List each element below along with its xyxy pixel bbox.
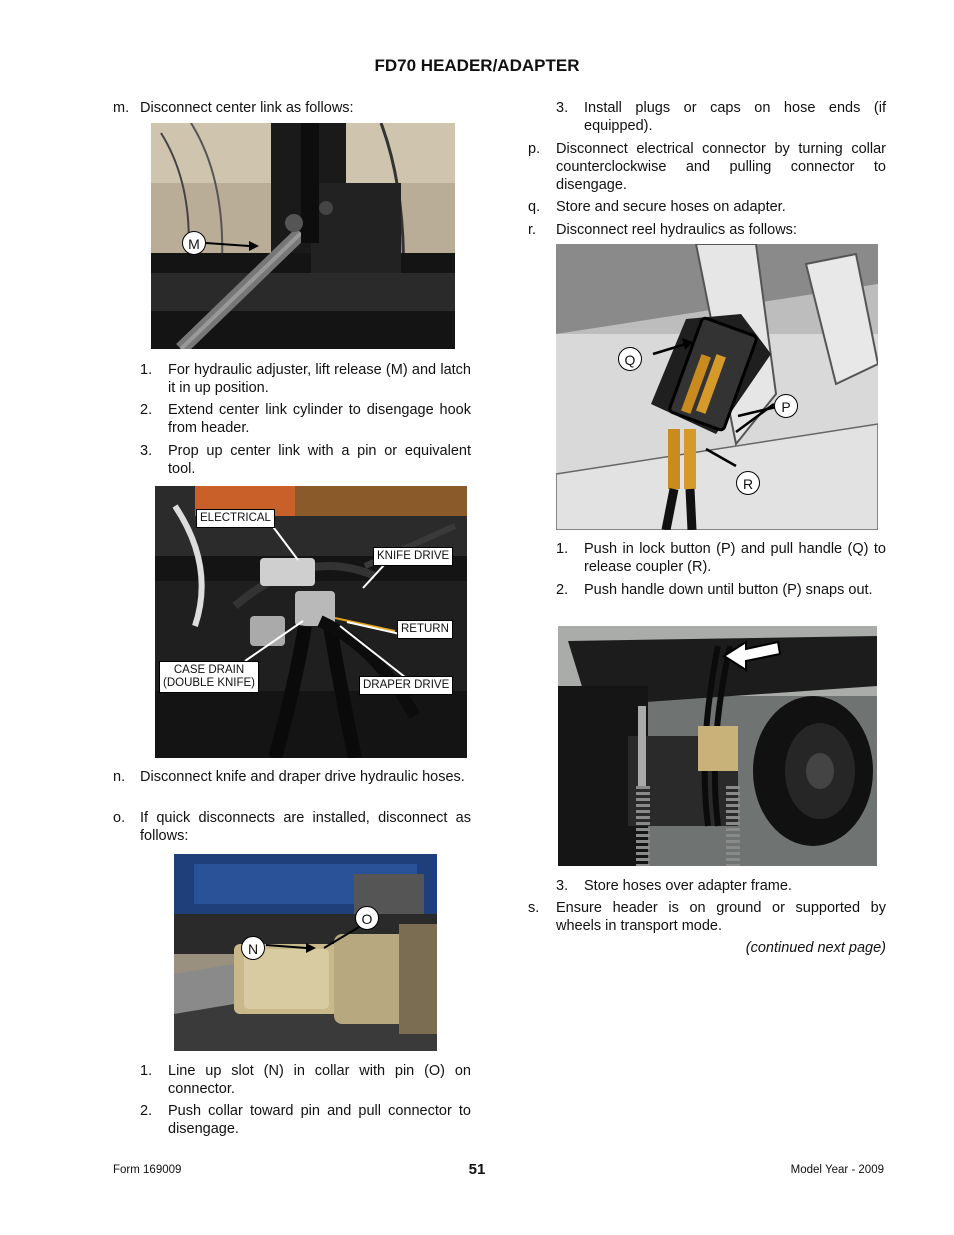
substep-number: 3. [556, 878, 569, 894]
step-r [528, 221, 886, 239]
substep-number: 2. [140, 1103, 153, 1119]
step-q [528, 198, 886, 216]
case-drain-text: CASE DRAIN [173, 664, 245, 676]
adapter-frame-photo [558, 626, 877, 866]
substep-number: 3. [140, 443, 153, 459]
r-substep-3 [556, 877, 886, 895]
substep-text: Push handle down until button (P) snaps out. [584, 582, 873, 598]
callout-n: N [241, 936, 265, 960]
r-substep-1 [556, 540, 886, 576]
substep-text: Push collar toward pin and pull connector to disengage. [168, 1103, 471, 1137]
substep-text: Store hoses over adapter frame. [584, 878, 792, 894]
step-m [113, 99, 471, 117]
center-link-photo [151, 123, 455, 349]
step-label: n. [113, 769, 126, 785]
step-text: Disconnect reel hydraulics as follows: [556, 222, 797, 238]
page-title: FD70 HEADER/ADAPTER [374, 56, 580, 75]
substep-text: Install plugs or caps on hose ends (if equipped). [584, 100, 886, 134]
callout-m: M [182, 231, 206, 255]
label-knife-drive: KNIFE DRIVE [373, 547, 453, 566]
label-electrical: ELECTRICAL [196, 509, 275, 528]
m-substep-3 [140, 442, 471, 478]
step-n [113, 768, 471, 786]
substep-number: 1. [140, 1063, 153, 1079]
step-p [528, 140, 886, 194]
o-substep-2 [140, 1102, 471, 1138]
model-year: Model Year - 2009 [790, 1164, 884, 1176]
substep-number: 1. [556, 541, 569, 557]
step-label: m. [113, 100, 130, 116]
step-text: Disconnect knife and draper drive hydraulic hoses. [140, 769, 465, 785]
label-return: RETURN [397, 620, 453, 639]
substep-text: Line up slot (N) in collar with pin (O) on connector. [168, 1063, 471, 1097]
step-text: If quick disconnects are installed, disconnect as follows: [140, 810, 471, 844]
label-case-drain [159, 661, 259, 693]
o-substep-1 [140, 1062, 471, 1098]
step-label: p. [528, 141, 541, 157]
o-substep-3 [556, 99, 886, 135]
r-substep-2 [556, 581, 886, 599]
quick-disconnect-photo [174, 854, 437, 1051]
step-label: o. [113, 810, 126, 826]
substep-number: 2. [140, 402, 153, 418]
hydraulic-hoses-photo [155, 486, 467, 758]
reel-hydraulics-illustration [556, 244, 878, 530]
step-label: s. [528, 900, 540, 916]
callout-o: O [355, 906, 379, 930]
step-text: Disconnect electrical connector by turning collar counterclockwise and pulling connector to disengage. [556, 141, 886, 193]
substep-text: For hydraulic adjuster, lift release (M) and latch it in up position. [168, 362, 471, 396]
step-text: Disconnect center link as follows: [140, 100, 354, 116]
callout-p: P [774, 394, 798, 418]
substep-text: Prop up center link with a pin or equivalent tool. [168, 443, 471, 477]
step-s [528, 899, 886, 935]
step-text: Store and secure hoses on adapter. [556, 199, 786, 215]
step-label: q. [528, 199, 541, 215]
page-number: 51 [468, 1161, 486, 1178]
substep-number: 3. [556, 100, 569, 116]
step-text: Ensure header is on ground or supported by wheels in transport mode. [556, 900, 886, 934]
m-substep-2 [140, 401, 471, 437]
case-drain-subtext: (DOUBLE KNIFE) [163, 677, 256, 689]
form-number: Form 169009 [113, 1164, 182, 1176]
substep-number: 2. [556, 582, 569, 598]
substep-number: 1. [140, 362, 153, 378]
step-o [113, 809, 471, 845]
callout-q: Q [618, 347, 642, 371]
m-substep-1 [140, 361, 471, 397]
label-draper-drive: DRAPER DRIVE [359, 676, 453, 695]
substep-text: Push in lock button (P) and pull handle (Q) to release coupler (R). [584, 541, 886, 575]
callout-r: R [736, 471, 760, 495]
continued-note: (continued next page) [745, 940, 886, 956]
step-label: r. [528, 222, 537, 238]
substep-text: Extend center link cylinder to disengage hook from header. [168, 402, 471, 436]
